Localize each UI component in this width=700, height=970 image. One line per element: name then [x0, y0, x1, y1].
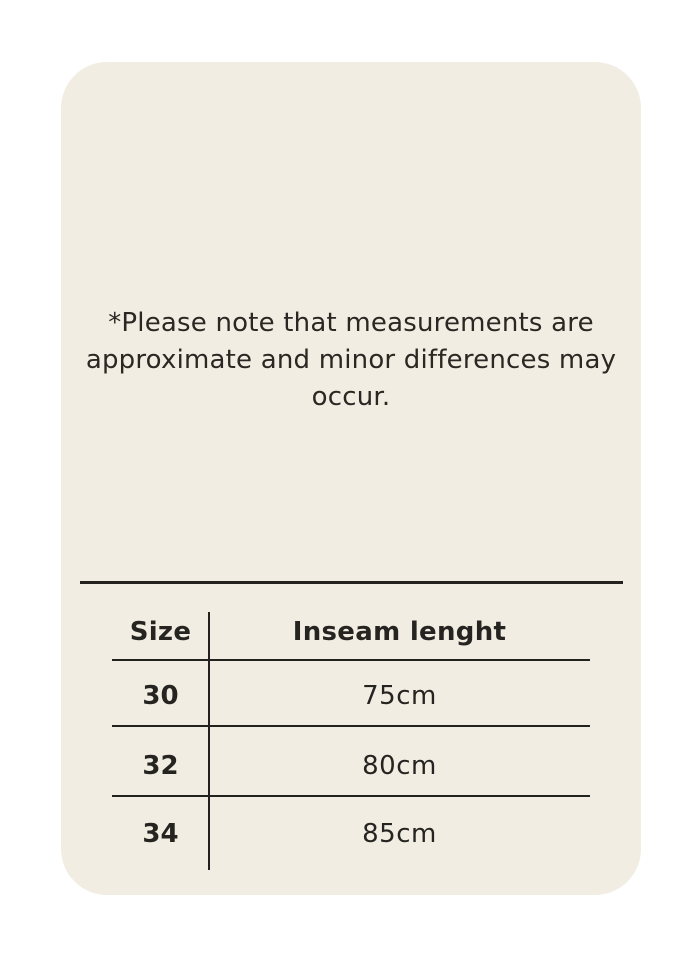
inseam-column-header: Inseam lenght: [292, 617, 507, 647]
size-cell: 34: [142, 819, 179, 849]
note-line: approximate and minor differences may: [85, 345, 617, 375]
table-row: [112, 750, 590, 782]
size-cell: 32: [142, 751, 179, 781]
inseam-cell: 80cm: [362, 751, 437, 781]
row-separator-rule: [112, 795, 590, 797]
inseam-cell: 75cm: [362, 681, 437, 711]
size-cell: 30: [142, 681, 179, 711]
table-row: [112, 818, 590, 850]
inseam-cell: 85cm: [362, 819, 437, 849]
table-row: [112, 680, 590, 712]
measurement-note: [61, 305, 641, 416]
row-separator-rule: [112, 725, 590, 727]
table-top-rule: [80, 581, 623, 584]
header-separator-rule: [112, 659, 590, 661]
note-line: *Please note that measurements are: [108, 308, 594, 338]
size-column-header: Size: [129, 617, 192, 647]
table-header-row: [112, 616, 590, 648]
size-guide-card: [61, 62, 641, 895]
note-line: occur.: [311, 382, 391, 412]
